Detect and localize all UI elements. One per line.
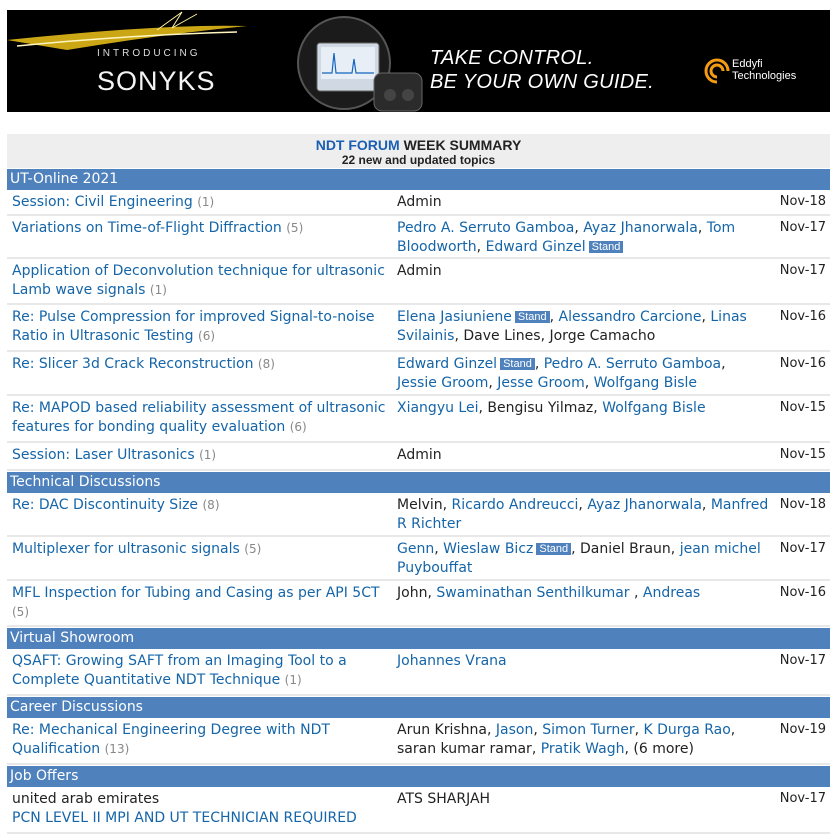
posters-cell: John, Swaminathan Senthilkumar , Andreas (397, 585, 701, 601)
category-header[interactable]: UT-Online 2021 (7, 168, 830, 190)
topic-date: Nov-16 (779, 585, 826, 600)
ad-banner[interactable] (7, 10, 830, 112)
topic-row (7, 718, 830, 765)
eddyfi-logo (704, 56, 814, 86)
poster-link[interactable]: Swaminathan Senthilkumar (436, 585, 630, 601)
posters-cell: Pedro A. Serruto Gamboa, Ayaz Jhanorwala, Tom Bloodworth, Edward Ginzel Stand (397, 220, 736, 255)
poster-link[interactable]: Tom Bloodworth (397, 220, 736, 255)
reply-count: (5) (244, 542, 262, 556)
topic-date: Nov-19 (779, 722, 826, 737)
topic-cell (12, 262, 392, 300)
poster-link[interactable]: Jesse Groom (497, 375, 585, 391)
posters-cell (397, 262, 769, 281)
topic-cell (12, 308, 392, 346)
topic-date: Nov-18 (779, 194, 826, 209)
banner-product-name: SONYKS (97, 66, 216, 96)
topic-count: 22 new and updated topics (341, 153, 496, 167)
posters-cell (397, 446, 769, 465)
poster-link[interactable]: Pedro A. Serruto Gamboa (543, 356, 722, 372)
stand-badge[interactable]: Stand (589, 241, 624, 253)
topic-cell (12, 496, 392, 515)
topic-link[interactable]: Session: Civil Engineering (12, 194, 193, 210)
tagline-line-2: BE YOUR OWN GUIDE. (430, 71, 654, 93)
topic-link[interactable]: QSAFT: Growing SAFT from an Imaging Tool to a Complete Quantitative NDT Technique (12, 653, 347, 688)
topic-row (7, 352, 830, 396)
topic-link[interactable]: Re: Slicer 3d Crack Reconstruction (12, 356, 254, 372)
poster-link[interactable]: Pratik Wagh (540, 741, 625, 757)
topic-row (7, 190, 830, 216)
topic-link[interactable]: Application of Deconvolution technique for ultrasonic Lamb wave signals (12, 263, 385, 298)
stand-badge[interactable]: Stand (536, 543, 571, 555)
topic-date: Nov-15 (779, 447, 826, 462)
poster-link[interactable]: Genn (397, 541, 435, 557)
poster-link[interactable]: Edward Ginzel (397, 356, 498, 372)
poster-link[interactable]: Xiangyu Lei (397, 400, 479, 416)
poster-link[interactable]: jean michel Puybouffat (397, 541, 761, 576)
poster-name: Arun Krishna (397, 722, 487, 738)
poster-link[interactable]: Jason (495, 722, 534, 738)
posters-cell (397, 193, 769, 212)
summary-title (7, 134, 830, 154)
reply-count: (13) (104, 742, 130, 756)
reply-count: (6) (198, 329, 216, 343)
topic-date: Nov-16 (779, 309, 826, 324)
reply-count: (5) (286, 221, 304, 235)
poster-link[interactable]: Wolfgang Bisle (602, 400, 706, 416)
poster-name: Daniel Braun (580, 541, 671, 557)
reply-count: (1) (149, 283, 167, 297)
banner-intro: INTRODUCING (97, 48, 201, 59)
topic-link[interactable]: MFL Inspection for Tubing and Casing as per API 5CT (12, 585, 380, 601)
topic-cell (12, 193, 392, 212)
poster-link[interactable]: K Durga Rao (643, 722, 731, 738)
poster-link[interactable]: Simon Turner (542, 722, 635, 738)
topic-cell (12, 399, 392, 437)
topic-cell (12, 446, 392, 465)
poster-name: saran kumar ramar (397, 741, 532, 757)
poster-link[interactable]: Manfred R Richter (397, 497, 769, 532)
category-header[interactable]: Job Offers (7, 765, 830, 787)
posters-cell: Xiangyu Lei, Bengisu Yilmaz, Wolfgang Bisle (397, 400, 706, 416)
topic-row (7, 443, 830, 471)
banner-tagline (430, 46, 654, 94)
reply-count: (8) (202, 498, 220, 512)
topic-cell (12, 584, 392, 622)
poster-name: Dave Lines (463, 328, 541, 344)
reply-count: (6) (289, 420, 307, 434)
forum-name[interactable]: NDT FORUM (315, 137, 400, 153)
reply-count: (1) (284, 673, 302, 687)
poster-link[interactable]: Elena Jasiuniene (397, 309, 512, 325)
poster-name: Admin (397, 263, 442, 279)
posters-cell: Elena Jasiuniene Stand , Alessandro Carcione, Linas Svilainis, Dave Lines, Jorge Camacho (397, 309, 747, 344)
poster-link[interactable]: Ayaz Jhanorwala (587, 497, 702, 513)
topic-link[interactable]: Multiplexer for ultrasonic signals (12, 541, 240, 557)
posters-cell (397, 652, 769, 671)
reply-count: (1) (199, 448, 217, 462)
topic-link[interactable]: Re: MAPOD based reliability assessment of ultrasonic features for bonding quality evaluation (12, 400, 386, 435)
topic-date: Nov-17 (779, 220, 826, 235)
instrument-device-image (282, 15, 427, 112)
topic-link[interactable]: PCN LEVEL II MPI AND UT TECHNICIAN REQUIRED (12, 810, 357, 826)
poster-name: John (397, 585, 428, 601)
stand-badge[interactable]: Stand (500, 358, 535, 370)
topic-date: Nov-15 (779, 400, 826, 415)
stand-badge[interactable]: Stand (515, 311, 550, 323)
topic-cell (12, 790, 392, 828)
category-header[interactable]: Technical Discussions (7, 471, 830, 493)
topic-link[interactable]: Re: Mechanical Engineering Degree with NDT Qualification (12, 722, 330, 757)
topic-link[interactable]: Variations on Time-of-Flight Diffraction (12, 220, 282, 236)
posters-cell: Genn, Wieslaw Bicz Stand , Daniel Braun, jean michel Puybouffat (397, 541, 761, 576)
brand-text (732, 58, 796, 82)
poster-name: Admin (397, 447, 442, 463)
poster-link[interactable]: Edward Ginzel (485, 239, 586, 255)
topic-cell (12, 355, 392, 374)
topic-date: Nov-17 (779, 541, 826, 556)
topic-row (7, 396, 830, 443)
brand-line-2: Technologies (732, 70, 797, 82)
week-summary (7, 134, 830, 834)
topic-cell (12, 721, 392, 759)
topic-link[interactable]: Re: DAC Discontinuity Size (12, 497, 199, 513)
topic-link[interactable]: Session: Laser Ultrasonics (12, 447, 195, 463)
poster-link[interactable]: Ayaz Jhanorwala (583, 220, 698, 236)
poster-link[interactable]: Wieslaw Bicz (443, 541, 534, 557)
poster-name: Bengisu Yilmaz (487, 400, 594, 416)
summary-header (7, 134, 830, 168)
reply-count: (1) (197, 195, 215, 209)
eddyfi-swirl-icon (704, 56, 730, 84)
poster-link[interactable]: Wolfgang Bisle (593, 375, 698, 391)
poster-link[interactable]: Jessie Groom (397, 375, 489, 391)
topic-date: Nov-16 (779, 356, 826, 371)
topic-cell (12, 652, 392, 690)
topic-date: Nov-18 (779, 497, 826, 512)
more-posters: (6 more) (633, 741, 694, 757)
topic-row (7, 259, 830, 305)
poster-link[interactable]: Ricardo Andreucci (451, 497, 579, 513)
topic-link[interactable]: Re: Pulse Compression for improved Signal-to-noise Ratio in Ultrasonic Testing (12, 309, 375, 344)
topic-row (7, 305, 830, 352)
reply-count: (5) (12, 605, 29, 619)
poster-name: Admin (397, 194, 442, 210)
poster-name: Melvin (397, 497, 443, 513)
tagline-line-1: TAKE CONTROL. (430, 47, 594, 69)
posters-cell: Melvin, Ricardo Andreucci, Ayaz Jhanorwala, Manfred R Richter (397, 497, 769, 532)
posters-cell: Arun Krishna, Jason, Simon Turner, K Durga Rao, saran kumar ramar, Pratik Wagh, (6 more) (397, 722, 736, 757)
topic-row (7, 581, 830, 627)
poster-name: ATS SHARJAH (397, 791, 491, 807)
topic-row (7, 649, 830, 696)
category-header[interactable]: Virtual Showroom (7, 627, 830, 649)
summary-title-rest: WEEK SUMMARY (403, 137, 522, 153)
poster-name: Jorge Camacho (549, 328, 656, 344)
topic-row (7, 493, 830, 537)
job-location: united arab emirates (12, 791, 160, 807)
category-header[interactable]: Career Discussions (7, 696, 830, 718)
poster-link[interactable]: Linas Svilainis (397, 309, 747, 344)
poster-link[interactable]: Andreas (642, 585, 701, 601)
posters-cell: Edward Ginzel Stand , Pedro A. Serruto Gamboa, Jessie Groom, Jesse Groom, Wolfgang Bisle (397, 356, 726, 391)
topic-cell (12, 219, 392, 238)
topic-cell (12, 540, 392, 559)
brand-line-1: Eddyfi (732, 58, 763, 70)
reply-count: (8) (257, 357, 275, 371)
poster-link[interactable]: Pedro A. Serruto Gamboa (397, 220, 575, 236)
topic-row (7, 216, 830, 259)
topic-date: Nov-17 (779, 263, 826, 278)
topic-row (7, 787, 830, 834)
topic-row (7, 537, 830, 581)
poster-link[interactable]: Johannes Vrana (397, 653, 507, 669)
poster-link[interactable]: Alessandro Carcione (558, 309, 702, 325)
posters-cell (397, 790, 769, 809)
topic-date: Nov-17 (779, 653, 826, 668)
topic-date: Nov-17 (779, 791, 826, 806)
